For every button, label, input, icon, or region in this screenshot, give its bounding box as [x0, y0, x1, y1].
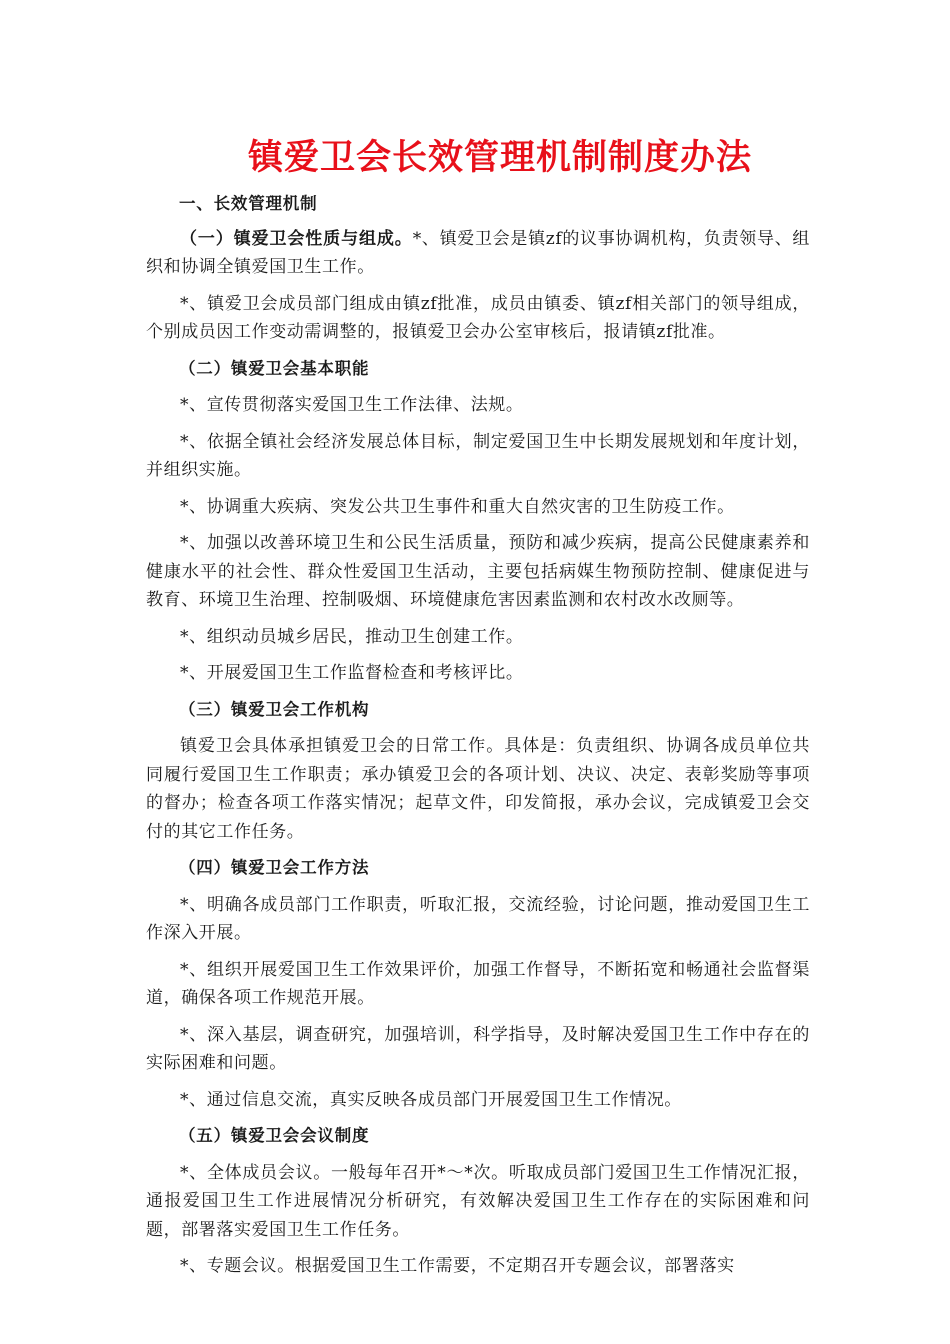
subsection-heading: （五）镇爱卫会会议制度: [179, 1126, 370, 1145]
subsection-heading: （二）镇爱卫会基本职能: [179, 358, 370, 378]
document-title: 镇爱卫会长效管理机制制度办法: [247, 138, 752, 178]
paragraph: 镇爱卫会具体承担镇爱卫会的日常工作。具体是：负责组织、协调各成员单位共同履行爱国卫生工作职责；承办镇爱卫会的各项计划、决议、决定、表彰奖励等事项的督办；检查各项工作落实情况；起草文件，印发简报，承办会议，完成镇爱卫会交付的其它工作任务。: [146, 736, 810, 842]
list-item: *、通过信息交流，真实反映各成员部门开展爱国卫生工作情况。: [180, 1089, 682, 1110]
subsection-heading: （三）镇爱卫会工作机构: [179, 699, 370, 719]
list-item: *、开展爱国卫生工作监督检查和考核评比。: [180, 663, 524, 683]
list-item: *、组织开展爱国卫生工作效果评价，加强工作督导，不断拓宽和畅通社会监督渠道，确保各项工作规范开展。: [146, 959, 810, 1008]
list-item: *、专题会议。根据爱国卫生工作需要，不定期召开专题会议，部署落实: [180, 1256, 735, 1276]
paragraph: [146, 225, 810, 282]
list-item: *、协调重大疾病、突发公共卫生事件和重大自然灾害的卫生防疫工作。: [180, 496, 735, 517]
paragraph: *、镇爱卫会成员部门组成由镇zf批准，成员由镇委、镇zf相关部门的领导组成，个别成员因工作变动需调整的，报镇爱卫会办公室审核后，报请镇zf批准。: [146, 293, 810, 342]
section-heading: 一、长效管理机制: [179, 194, 318, 213]
paragraph-text: *、镇爱卫会是镇zf的议事协调机构，负责领导、组织和协调全镇爱国卫生工作。: [146, 228, 810, 277]
list-item: *、明确各成员部门工作职责，听取汇报，交流经验，讨论问题，推动爱国卫生工作深入开展。: [146, 894, 810, 943]
list-item: *、依据全镇社会经济发展总体目标，制定爱国卫生中长期发展规划和年度计划，并组织实施。: [146, 431, 810, 480]
subsection-heading: （一）镇爱卫会性质与组成。: [180, 228, 413, 249]
document-body: [146, 190, 810, 1289]
subsection-heading: （四）镇爱卫会工作方法: [179, 858, 370, 877]
list-item: *、组织动员城乡居民，推动卫生创建工作。: [180, 626, 524, 647]
list-item: *、宣传贯彻落实爱国卫生工作法律、法规。: [180, 395, 524, 415]
list-item: *、全体成员会议。一般每年召开*～*次。听取成员部门爱国卫生工作情况汇报，通报爱国卫生工作进展情况分析研究，有效解决爱国卫生工作存在的实际困难和问题，部署落实爱国卫生工作任务。: [146, 1162, 810, 1240]
list-item: *、加强以改善环境卫生和公民生活质量，预防和减少疾病，提高公民健康素养和健康水平的社会性、群众性爱国卫生活动，主要包括病媒生物预防控制、健康促进与教育、环境卫生治理、控制吸烟、环境健康危害因素监测和农村改水改厕等。: [146, 533, 810, 610]
list-item: *、深入基层，调查研究，加强培训，科学指导，及时解决爱国卫生工作中存在的实际困难和问题。: [146, 1024, 810, 1073]
